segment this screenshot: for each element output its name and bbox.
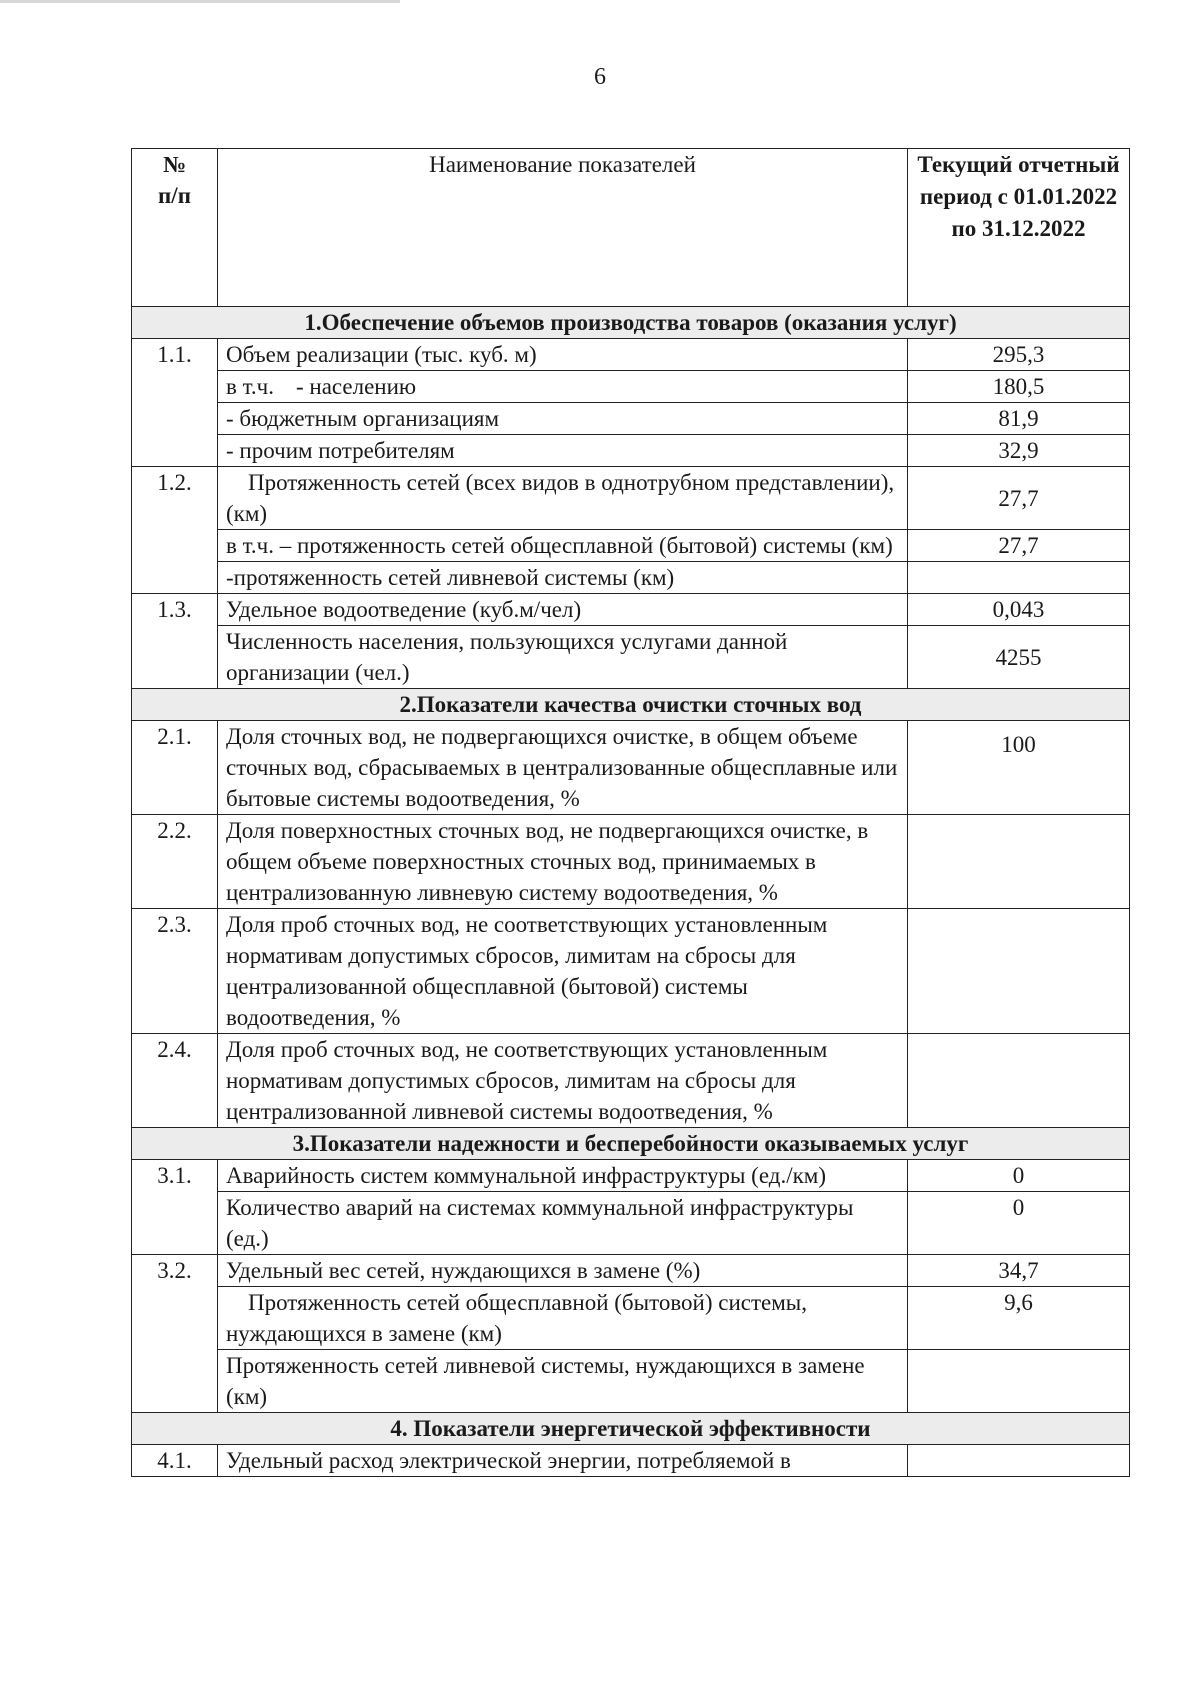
row-number: 4.1. bbox=[132, 1445, 218, 1477]
table-row bbox=[132, 721, 1130, 815]
section-row bbox=[132, 307, 1130, 339]
row-name: Количество аварий на системах коммунальной инфраструктуры (ед.) bbox=[218, 1192, 908, 1255]
table-row bbox=[132, 1287, 1130, 1350]
table-row bbox=[132, 562, 1130, 594]
table-row bbox=[132, 530, 1130, 562]
row-number: 3.2. bbox=[132, 1255, 218, 1413]
table-header-row bbox=[132, 149, 1130, 307]
table-row bbox=[132, 467, 1130, 530]
row-name: Протяженность сетей ливневой системы, нуждающихся в замене (км) bbox=[218, 1350, 908, 1413]
row-name: Удельное водоотведение (куб.м/чел) bbox=[218, 594, 908, 626]
row-number: 2.1. bbox=[132, 721, 218, 815]
table-row bbox=[132, 1350, 1130, 1413]
header-name: Наименование показателей bbox=[218, 149, 908, 307]
row-number: 2.4. bbox=[132, 1034, 218, 1128]
row-name: Удельный вес сетей, нуждающихся в замене (%) bbox=[218, 1255, 908, 1287]
section-title: 2.Показатели качества очистки сточных вод bbox=[132, 689, 1130, 721]
row-name: Численность населения, пользующихся услугами данной организации (чел.) bbox=[218, 626, 908, 689]
row-value: 0,043 bbox=[908, 594, 1130, 626]
row-name: Протяженность сетей (всех видов в однотрубном представлении), (км) bbox=[218, 467, 908, 530]
row-value: 34,7 bbox=[908, 1255, 1130, 1287]
row-number: 2.2. bbox=[132, 815, 218, 909]
page-number: 6 bbox=[594, 64, 606, 90]
scan-edge bbox=[0, 0, 400, 3]
row-number: 1.1. bbox=[132, 339, 218, 467]
row-name: - бюджетным организациям bbox=[218, 403, 908, 435]
header-num: № п/п bbox=[132, 149, 218, 307]
row-name: Удельный расход электрической энергии, потребляемой в bbox=[218, 1445, 908, 1477]
table-row bbox=[132, 339, 1130, 371]
section-title: 3.Показатели надежности и бесперебойности оказываемых услуг bbox=[132, 1128, 1130, 1160]
section-row bbox=[132, 689, 1130, 721]
table-row bbox=[132, 371, 1130, 403]
table-row bbox=[132, 626, 1130, 689]
row-name: - прочим потребителям bbox=[218, 435, 908, 467]
row-name: Протяженность сетей общесплавной (бытовой) системы, нуждающихся в замене (км) bbox=[218, 1287, 908, 1350]
section-title: 4. Показатели энергетической эффективности bbox=[132, 1413, 1130, 1445]
row-value: 81,9 bbox=[908, 403, 1130, 435]
row-name bbox=[218, 371, 908, 403]
table-row bbox=[132, 435, 1130, 467]
row-value: 9,6 bbox=[908, 1287, 1130, 1350]
row-number: 2.3. bbox=[132, 909, 218, 1034]
table-row bbox=[132, 1255, 1130, 1287]
table-row bbox=[132, 815, 1130, 909]
row-number: 3.1. bbox=[132, 1160, 218, 1255]
indicators-table bbox=[131, 148, 1130, 1477]
table-row bbox=[132, 1160, 1130, 1192]
row-value bbox=[908, 562, 1130, 594]
row-name: Аварийность систем коммунальной инфраструктуры (ед./км) bbox=[218, 1160, 908, 1192]
row-number: 1.2. bbox=[132, 467, 218, 594]
row-value bbox=[908, 1034, 1130, 1128]
table-row bbox=[132, 594, 1130, 626]
row-value: 100 bbox=[908, 721, 1130, 815]
row-number: 1.3. bbox=[132, 594, 218, 689]
row-prefix: в т.ч. bbox=[226, 374, 274, 399]
row-value: 0 bbox=[908, 1192, 1130, 1255]
row-name: в т.ч. – протяженность сетей общесплавной (бытовой) системы (км) bbox=[218, 530, 908, 562]
row-name: Объем реализации (тыс. куб. м) bbox=[218, 339, 908, 371]
row-name: Доля сточных вод, не подвергающихся очистке, в общем объеме сточных вод, сбрасываемых в централизованные общесплавные или бытовые системы водоотведения, % bbox=[218, 721, 908, 815]
row-name: Доля проб сточных вод, не соответствующих установленным нормативам допустимых сбросов, лимитам на сбросы для централизованной общесплавной (бытовой) системы водоотведения, % bbox=[218, 909, 908, 1034]
table-row bbox=[132, 1445, 1130, 1477]
table-row bbox=[132, 909, 1130, 1034]
row-value: 4255 bbox=[908, 626, 1130, 689]
row-value: 180,5 bbox=[908, 371, 1130, 403]
row-name: Доля проб сточных вод, не соответствующих установленным нормативам допустимых сбросов, лимитам на сбросы для централизованной ливневой системы водоотведения, % bbox=[218, 1034, 908, 1128]
row-value: 0 bbox=[908, 1160, 1130, 1192]
row-value: 295,3 bbox=[908, 339, 1130, 371]
row-name: -протяженность сетей ливневой системы (км) bbox=[218, 562, 908, 594]
row-name-text: - населению bbox=[296, 374, 417, 399]
row-name: Доля поверхностных сточных вод, не подвергающихся очистке, в общем объеме поверхностных сточных вод, принимаемых в централизованную ливневую систему водоотведения, % bbox=[218, 815, 908, 909]
row-value: 27,7 bbox=[908, 467, 1130, 530]
row-value bbox=[908, 1350, 1130, 1413]
row-value bbox=[908, 909, 1130, 1034]
section-title: 1.Обеспечение объемов производства товаров (оказания услуг) bbox=[132, 307, 1130, 339]
row-value: 27,7 bbox=[908, 530, 1130, 562]
section-row bbox=[132, 1413, 1130, 1445]
header-period: Текущий отчетный период с 01.01.2022 по 31.12.2022 bbox=[908, 149, 1130, 307]
table-row bbox=[132, 1192, 1130, 1255]
table-row bbox=[132, 403, 1130, 435]
row-value bbox=[908, 815, 1130, 909]
row-value: 32,9 bbox=[908, 435, 1130, 467]
row-value bbox=[908, 1445, 1130, 1477]
table-row bbox=[132, 1034, 1130, 1128]
section-row bbox=[132, 1128, 1130, 1160]
